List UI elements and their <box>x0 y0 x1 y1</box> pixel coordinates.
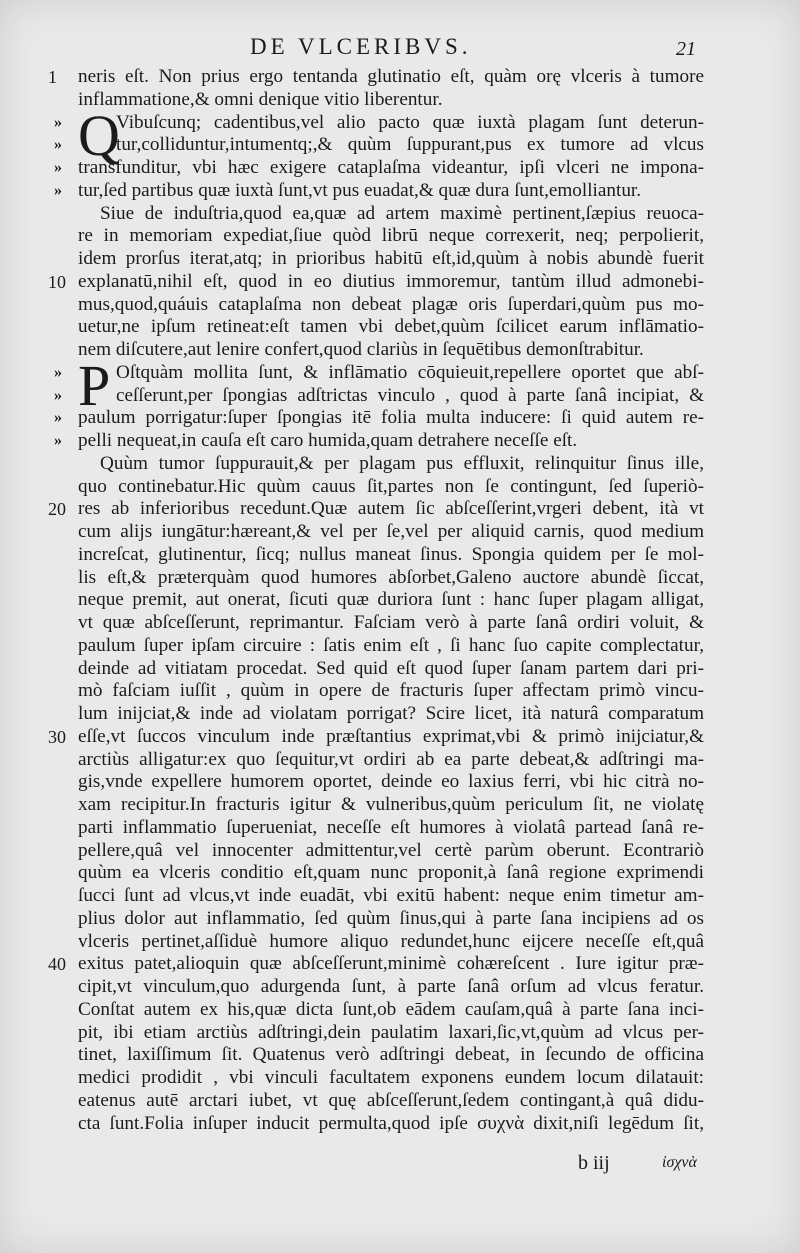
text-line <box>54 1067 704 1090</box>
line-text: neris eſt. Non prius ergo tentanda glutinatio eſt, quàm orę vlceris à tumore <box>78 66 704 87</box>
line-text: ſucci ſunt ad vlcus,vt inde euadāt, vbi exitū habent: neque enim timetur am- <box>78 885 704 906</box>
text-line <box>48 66 704 89</box>
catchword: ἰσχνὰ <box>662 1154 697 1171</box>
line-text: cipit,vt vinculum,quo adurgenda ſunt, à parte ſanâ orſum ad vlcus feratur. <box>78 976 704 997</box>
line-text: deinde ad vitiatam procedat. Sed quid eſt quod ſuper ſanam partem dari pri- <box>78 657 704 679</box>
text-line <box>54 749 704 772</box>
line-text: paulum porrigatur:ſuper ſpongias itē folia multa inducere: ſi quid autem re- <box>78 407 704 429</box>
page-number: 21 <box>676 38 696 60</box>
quote-mark: » <box>54 136 62 154</box>
text-line <box>54 248 704 271</box>
text-line <box>54 1090 704 1113</box>
text-line <box>54 794 704 817</box>
line-text: tinet, laxiſſimum ſit. Quatenus verò adſtringi debeat, in ſecundo de officina <box>78 1044 704 1066</box>
line-text: arctiùs alligatur:ex quo ſequitur,vt ordiri ab ea parte debeat,& adſtringi ma- <box>78 748 704 770</box>
text-line <box>54 885 704 908</box>
text-line <box>54 157 704 180</box>
text-line <box>54 1113 704 1136</box>
line-text: re in memoriam expediat,ſiue quòd librū neque correxerit, neq; perpolierit, <box>78 225 704 247</box>
text-line <box>54 589 704 612</box>
line-number: 20 <box>48 499 66 520</box>
text-line <box>48 953 704 976</box>
text-line <box>54 612 704 635</box>
line-text: exitus patet,alioquin quæ abſceſſerunt,minimè cohæreſcent . Iure igitur præ- <box>78 953 704 975</box>
line-text: medici prodidit , vbi vinculi facultatem exponens eundem locum dilatauit: <box>78 1067 704 1088</box>
line-text: inflammatione,& omni denique vitio liberentur. <box>78 88 443 110</box>
text-line <box>54 180 704 203</box>
line-text: uetur,ne ipſum retineat:eſt tamen vbi debet,quùm ſcilicet earum inflāmatio- <box>78 316 704 338</box>
text-line <box>54 976 704 999</box>
line-text: res ab inferioribus recedunt.Quæ autem ſic abſceſſerint,vrgeri debent, ità vt <box>78 498 704 520</box>
text-line <box>54 294 704 317</box>
line-text: eſſe,vt ſuccos vinculum inde præſtantius exprimat,vbi & primò inijciatur,& <box>78 725 704 747</box>
text-line <box>54 476 704 499</box>
page-footer <box>0 1152 800 1178</box>
line-text: cta ſunt.Folia inſuper inducit permulta,quod ipſe συχνὰ dixit,niſi legēdum ſit, <box>78 1112 704 1134</box>
drop-cap-initial: P <box>78 352 111 418</box>
line-text: Quùm tumor ſuppurauit,& per plagam pus effluxit, relinquitur ſinus ille, <box>100 452 704 474</box>
quote-mark: » <box>54 432 62 449</box>
line-text: Siue de induſtria,quod ea,quæ ad artem maximè pertinent,ſæpius reuoca- <box>100 202 704 224</box>
line-text: vlceris pertinet,aſſiduè humore aliquo redundet,hunc eijcere neceſſe eſt,quâ <box>78 930 704 952</box>
quote-mark: » <box>54 409 62 427</box>
text-line <box>54 771 704 794</box>
line-text: Oſtquàm mollita ſunt, & inflāmatio cōquieuit,repellere oportet que abſ- <box>116 361 704 383</box>
line-text: increſcat, glutinentur, ſicq; nullus maneat ſinus. Spongia quidem per ſe mol- <box>78 543 704 565</box>
quote-mark: » <box>54 386 62 404</box>
line-text: cum alijs iungātur:hæreant,& vel per ſe,vel per aliquid carnis, quod medium <box>78 521 704 542</box>
text-line <box>54 203 704 226</box>
text-line <box>54 521 704 544</box>
line-text: ceſſerunt,per ſpongias adſtrictas vinculo , quod à parte ſanâ incipiat, & <box>116 384 704 406</box>
line-number: 40 <box>48 954 66 975</box>
quote-mark: » <box>54 181 62 199</box>
text-line <box>54 999 704 1022</box>
text-line <box>54 862 704 885</box>
text-line <box>54 430 704 453</box>
line-text: plius dolor aut inflammatio, ſed quùm ſinus,qui à parte ſana incipiens ad os <box>78 907 704 929</box>
line-text: explanatū,nihil eſt, quod in eo diutius immoremur, tantùm illud admonebi- <box>78 270 704 292</box>
line-text: Conſtat autem ex his,quæ dicta ſunt,ob eādem cauſam,quâ à parte ſana inci- <box>78 998 704 1020</box>
line-text: quùm ea vlceris conditio eſt,quam nunc proponit,à ſanâ regione exprimendi <box>78 862 704 884</box>
text-line <box>54 544 704 567</box>
text-line <box>54 703 704 726</box>
text-line <box>54 931 704 954</box>
line-text: gis,vnde expellere humorem oportet, deinde eo laxius ferri, vbi hic citrà no- <box>78 771 704 793</box>
line-text: transfunditur, vbi hæc exigere cataplaſma videantur, ipſi vlceri ne impona- <box>78 157 704 178</box>
text-line <box>54 635 704 658</box>
line-text: xam recipitur.In fracturis igitur & vulneribus,quùm periculum ſit, ne violatę <box>78 794 704 815</box>
text-line <box>54 567 704 590</box>
text-line <box>54 908 704 931</box>
text-line <box>54 316 704 339</box>
line-number: 10 <box>48 271 66 292</box>
text-line <box>54 89 704 112</box>
text-line <box>48 725 704 749</box>
line-text: tur,ſed partibus quæ iuxtà ſunt,vt pus euadat,& quæ dura ſunt,emolliantur. <box>78 179 642 201</box>
line-text: idem prorſus iterat,atq; in prioribus habitū eſt,id,quùm à nobis abundè fuerit <box>78 248 704 269</box>
text-line <box>54 225 704 248</box>
text-line <box>54 339 704 362</box>
line-text: tur,colliduntur,intumentq;,& quùm ſuppurant,pus ex tumore ad vlcus <box>116 134 704 156</box>
quote-mark: » <box>54 363 62 381</box>
text-line <box>54 840 704 863</box>
text-line <box>54 817 704 840</box>
line-text: lis eſt,& præterquàm quod humores abſorbet,Galeno auctore abundè ſiccat, <box>78 566 704 588</box>
line-text: parti inflammatio ſuperueniat, neceſſe eſt humores à violatâ partead ſanâ re- <box>78 816 704 838</box>
text-line <box>54 1022 704 1045</box>
text-line <box>54 385 704 408</box>
line-text: quo continebatur.Hic quùm cauus ſit,partes non ſe contingunt, ſed ſuperiò- <box>78 475 704 497</box>
line-text: paulum ſuper ipſam circuire : ſatis enim eſt , ſi hanc ſuo capite complectatur, <box>78 634 704 656</box>
body-text <box>48 66 704 1135</box>
line-text: pellere,quâ vel innocenter admittentur,vel certè parùm oberunt. Econtrariò <box>78 839 704 861</box>
quote-mark: » <box>54 159 62 176</box>
line-text: nem diſcutere,aut lenire confert,quod clariùs in ſequētibus demonſtrabitur. <box>78 339 644 360</box>
line-text: vt quæ abſceſſerunt, reprimantur. Faſciam verò à parte ſanâ ordiri voluit, & <box>78 612 704 633</box>
line-text: mus,quod,quáuis cataplaſma non debeat plagæ oris ſuperdari,quùm pus mo- <box>78 293 704 315</box>
signature-mark: b iij <box>578 1152 610 1174</box>
line-text: mò faſciam iuſſit , quùm in opere de fracturis ſuper affectam primò vincu- <box>78 680 704 702</box>
line-text: Vibuſcunq; cadentibus,vel alio pacto quæ iuxtà plagam ſunt deterun- <box>116 111 704 133</box>
line-number: 30 <box>48 726 66 747</box>
text-line <box>48 498 704 521</box>
line-number: 1 <box>48 67 57 87</box>
text-line <box>54 453 704 476</box>
text-line <box>54 407 704 430</box>
text-line <box>48 270 704 294</box>
text-line <box>54 1044 704 1067</box>
line-text: pelli nequeat,in cauſa eſt caro humida,quam detrahere neceſſe eſt. <box>78 430 578 451</box>
text-line <box>54 658 704 681</box>
text-line <box>54 134 704 157</box>
running-title: DE VLCERIBVS. <box>250 34 472 59</box>
line-text: pit, ibi etiam arctiùs adſtringi,dein paulatim laxari,ſic,vt,quùm ad vlcus per- <box>78 1021 704 1043</box>
line-text: eatenus autē arctari iubet, vt quę abſceſſerunt,ſedem contingant,à quâ didu- <box>78 1089 704 1111</box>
quote-mark: » <box>54 113 62 131</box>
drop-cap-initial: Q <box>78 102 120 168</box>
text-line <box>54 680 704 703</box>
line-text: neque premit, aut onerat, ſicuti quæ duriora ſunt : hanc ſuper plagam alligat, <box>78 589 704 611</box>
line-text: lum inijciat,& inde ad violatam porrigat? Scire licet, ità naturâ comparatum <box>78 703 704 724</box>
page-header <box>0 34 800 64</box>
